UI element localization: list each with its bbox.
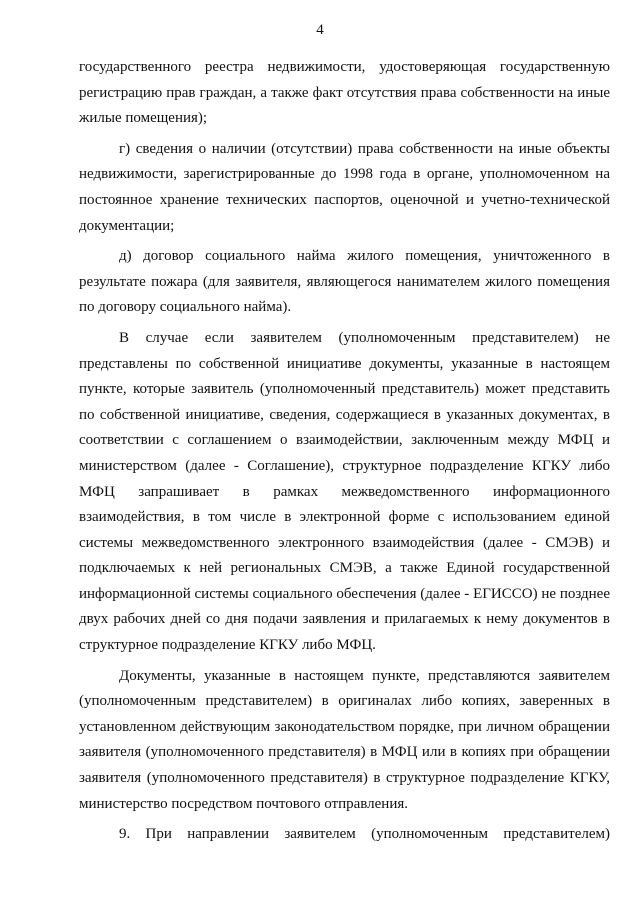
paragraph-registry-extract: государственного реестра недвижимости, удостоверяющая государственную регистрацию прав граждан, а также факт отсутствия права собственности на иные жилые помещения); [79, 59, 610, 127]
paragraph-documents-submission: Документы, указанные в настоящем пункте, представляются заявителем (уполномоченным представителем) в оригиналах либо копиях, заверенных в установленном действующим законодательством порядке, при личном обращении заявителя (уполномоченного представителя) в МФЦ или в копиях при обращении заявителя (уполномоченного представителя) в структурное подразделение КГКУ, министерство посредством почтового отправления. [79, 667, 610, 812]
paragraph-item-g: г) сведения о наличии (отсутствии) права собственности на иные объекты недвижимости, зарегистрированные до 1998 года в органе, уполномоченном на постоянное хранение технических паспортов, оценочной и учетно-технической документации; [79, 140, 610, 234]
paragraph-interagency-request: В случае если заявителем (уполномоченным представителем) не представлены по собственной инициативе документы, указанные в настоящем пункте, которые заявитель (уполномоченный представитель) может представить по собственной инициативе, сведения, содержащиеся в указанных документах, в соответствии с соглашением о взаимодействии, заключенным между МФЦ и министерством (далее - Соглашение), структурное подразделение КГКУ либо МФЦ запрашивает в рамках межведомственного информационного взаимодействия, в том числе в электронной форме с использованием единой системы межведомственного электронного взаимодействия (далее - СМЭВ) и подключаемых к ней региональных СМЭВ, а также Единой государственной информационной системы социального обеспечения (далее - ЕГИССО) не позднее двух рабочих дней со дня подачи заявления и прилагаемых к нему документов в структурное подразделение КГКУ либо МФЦ. [79, 329, 610, 654]
paragraph-item-9: 9. При направлении заявителем (уполномоченным представителем) [119, 826, 610, 843]
page-number: 4 [316, 22, 324, 38]
document-body [79, 55, 610, 848]
paragraph-item-d: д) договор социального найма жилого помещения, уничтоженного в результате пожара (для заявителя, являющегося нанимателем жилого помещения по договору социального найма). [79, 248, 610, 316]
